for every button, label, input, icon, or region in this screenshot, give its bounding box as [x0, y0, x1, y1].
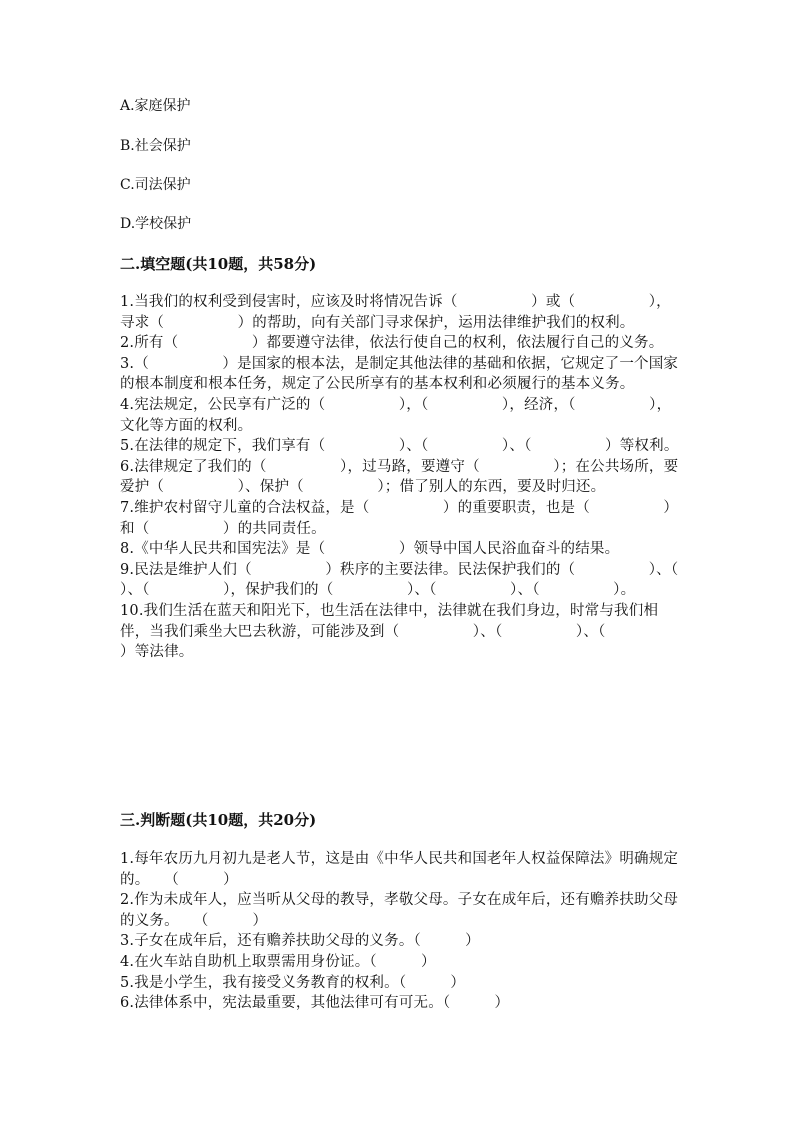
fill-in-question-7: 7.维护农村留守儿童的合法权益，是（ ）的重要职责，也是（ ）和（ ）的共同责任。	[120, 499, 679, 537]
fill-in-questions	[120, 292, 752, 663]
fill-in-question-6: 6.法律规定了我们的（ ），过马路，要遵守（ ）；在公共场所，要爱护（ ）、保护（ ）；借了别人的东西，要及时归还。	[120, 458, 679, 496]
fill-in-question-9: 9.民法是维护人们（ ）秩序的主要法律。民法保护我们的（ ）、（ ）、（ ），保护我们的（ ）、（ ）、（ ）。	[120, 561, 752, 599]
true-false-question-4: 4.在火车站自助机上取票需用身份证。（ ）	[120, 953, 436, 970]
fill-in-question-4: 4.宪法规定，公民享有广泛的（ ），（ ），经济，（ ），文化等方面的权利。	[120, 396, 672, 434]
option-d: D.学校保护	[120, 216, 192, 232]
section-title-true-false: 三.判断题(共10题，共20分)	[120, 811, 317, 829]
fill-in-question-5: 5.在法律的规定下，我们享有（ ）、（ ）、（ ）等权利。	[120, 438, 679, 455]
true-false-question-5: 5.我是小学生，我有接受义务教育的权利。（ ）	[120, 974, 466, 991]
option-a: A.家庭保护	[120, 98, 191, 114]
fill-in-question-8: 8.《中华人民共和国宪法》是（ ）领导中国人民浴血奋斗的结果。	[120, 541, 620, 558]
true-false-question-2: 2.作为未成年人，应当听从父母的教导，孝敬父母。子女在成年后，还有赡养扶助父母的义务。 （ ）	[120, 892, 679, 929]
fill-in-question-10: 10.我们生活在蓝天和阳光下，也生活在法律中，法律就在我们身边，时常与我们相伴，当我们乘坐大巴去秋游，可能涉及到（ ）、（ ）、（ ）等法律。	[120, 602, 679, 661]
section-title-fill-in: 二.填空题(共10题，共58分)	[120, 255, 317, 273]
true-false-question-1: 1.每年农历九月初九是老人节，这是由《中华人民共和国老年人权益保障法》明确规定的。 （ ）	[120, 851, 679, 888]
true-false-question-3: 3.子女在成年后，还有赡养扶助父母的义务。（ ）	[120, 933, 480, 950]
option-b: B.社会保护	[120, 138, 191, 154]
fill-in-question-2: 2.所有（ ）都要遵守法律，依法行使自己的权利，依法履行自己的义务。	[120, 335, 664, 352]
true-false-questions	[120, 849, 680, 1014]
option-c: C.司法保护	[120, 177, 191, 193]
fill-in-question-3: 3.（ ）是国家的根本法，是制定其他法律的基础和依据，它规定了一个国家的根本制度和根本任务，规定了公民所享有的基本权利和必须履行的基本义务。	[120, 355, 679, 393]
fill-in-question-1: 1.当我们的权利受到侵害时，应该及时将情况告诉（ ）或（ ），寻求（ ）的帮助，向有关部门寻求保护，运用法律维护我们的权利。	[120, 294, 671, 331]
true-false-question-6: 6.法律体系中，宪法最重要，其他法律可有可无。（ ）	[120, 995, 510, 1012]
